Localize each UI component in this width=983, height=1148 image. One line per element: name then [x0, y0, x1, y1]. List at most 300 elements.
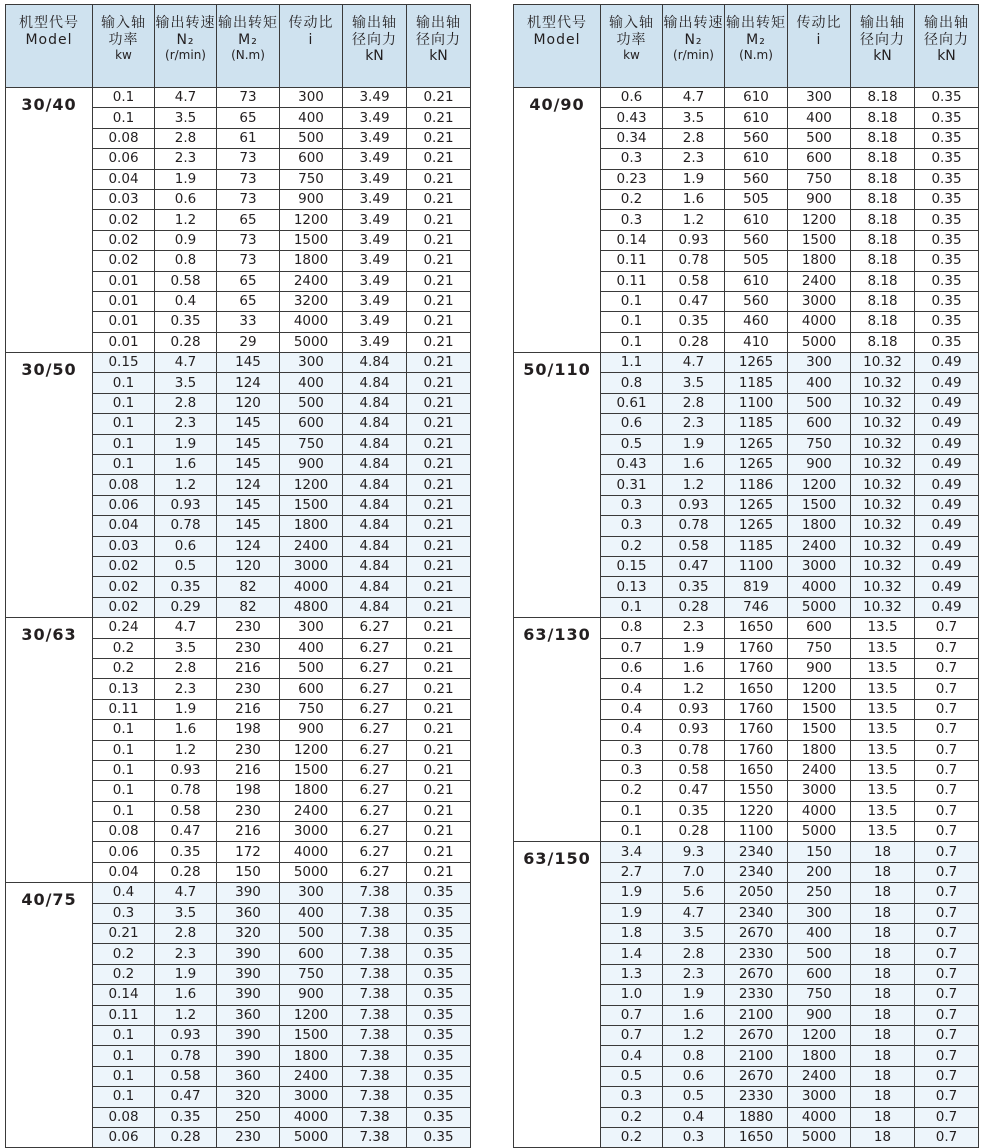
cell-output-radial-force-a: 10.32 [851, 393, 915, 413]
cell-output-radial-force-b: 0.21 [407, 393, 471, 413]
cell-output-speed: 3.5 [155, 903, 217, 923]
cell-output-torque: 1100 [725, 822, 788, 842]
cell-output-speed: 0.93 [663, 230, 725, 250]
cell-ratio: 1200 [280, 210, 343, 230]
header-row [514, 5, 979, 88]
cell-output-torque: 610 [725, 271, 788, 291]
cell-output-radial-force-a: 10.32 [851, 597, 915, 617]
cell-output-radial-force-b: 0.35 [407, 944, 471, 964]
header-output-radial-force-a [851, 5, 915, 88]
cell-output-radial-force-b: 0.7 [915, 699, 979, 719]
cell-input-power: 0.43 [601, 108, 663, 128]
cell-ratio: 2400 [788, 271, 851, 291]
cell-input-power: 0.14 [93, 985, 155, 1005]
cell-input-power: 0.2 [601, 1107, 663, 1127]
cell-output-radial-force-b: 0.49 [915, 373, 979, 393]
cell-output-torque: 610 [725, 210, 788, 230]
cell-output-torque: 33 [217, 312, 280, 332]
cell-ratio: 4000 [788, 312, 851, 332]
cell-input-power: 0.04 [93, 516, 155, 536]
header-output-radial-force-a-line2: 径向力 [352, 32, 397, 48]
model-group [6, 618, 471, 883]
cell-input-power: 0.61 [601, 393, 663, 413]
cell-output-speed: 9.3 [663, 842, 725, 862]
cell-output-speed: 1.6 [663, 658, 725, 678]
cell-output-speed: 0.35 [155, 577, 217, 597]
cell-output-radial-force-b: 0.35 [915, 332, 979, 352]
cell-output-speed: 1.6 [155, 455, 217, 475]
cell-output-speed: 0.28 [155, 862, 217, 882]
cell-output-radial-force-b: 0.7 [915, 903, 979, 923]
cell-input-power: 0.02 [93, 597, 155, 617]
cell-output-torque: 1265 [725, 455, 788, 475]
cell-output-radial-force-b: 0.21 [407, 822, 471, 842]
cell-output-torque: 360 [217, 1005, 280, 1025]
cell-output-torque: 216 [217, 699, 280, 719]
cell-output-torque: 82 [217, 597, 280, 617]
cell-output-speed: 0.78 [155, 781, 217, 801]
cell-output-torque: 560 [725, 230, 788, 250]
cell-input-power: 0.31 [601, 475, 663, 495]
cell-ratio: 250 [788, 883, 851, 903]
cell-output-radial-force-a: 3.49 [343, 189, 407, 209]
cell-output-speed: 1.2 [155, 210, 217, 230]
cell-ratio: 3000 [788, 556, 851, 576]
cell-input-power: 1.8 [601, 924, 663, 944]
header-output-torque-line3: (N.m) [231, 48, 265, 62]
cell-input-power: 0.1 [93, 455, 155, 475]
cell-output-speed: 3.5 [663, 108, 725, 128]
cell-output-torque: 1185 [725, 373, 788, 393]
cell-output-radial-force-b: 0.35 [407, 1107, 471, 1127]
cell-output-radial-force-a: 6.27 [343, 679, 407, 699]
cell-output-radial-force-a: 6.27 [343, 801, 407, 821]
cell-ratio: 600 [280, 414, 343, 434]
model-code-cell: 40/90 [514, 88, 601, 353]
cell-output-speed: 0.93 [155, 495, 217, 515]
cell-output-radial-force-a: 10.32 [851, 373, 915, 393]
cell-output-torque: 560 [725, 128, 788, 148]
cell-output-radial-force-a: 8.18 [851, 169, 915, 189]
cell-input-power: 0.02 [93, 230, 155, 250]
cell-output-speed: 2.3 [155, 149, 217, 169]
cell-output-radial-force-a: 8.18 [851, 210, 915, 230]
cell-output-speed: 0.93 [155, 760, 217, 780]
cell-ratio: 2400 [788, 1066, 851, 1086]
header-output-radial-force-b [407, 5, 471, 88]
cell-output-radial-force-b: 0.7 [915, 822, 979, 842]
cell-output-radial-force-b: 0.49 [915, 516, 979, 536]
header-model-line2: Model [533, 32, 581, 48]
cell-input-power: 0.13 [93, 679, 155, 699]
cell-ratio: 4000 [280, 842, 343, 862]
cell-input-power: 0.06 [93, 1127, 155, 1147]
cell-input-power: 0.8 [601, 618, 663, 638]
header-output-torque-line1: 输出转矩 [726, 15, 786, 31]
cell-output-speed: 0.93 [663, 495, 725, 515]
cell-ratio: 1200 [788, 1025, 851, 1045]
cell-ratio: 5000 [788, 1127, 851, 1147]
cell-output-radial-force-b: 0.21 [407, 536, 471, 556]
cell-output-torque: 610 [725, 88, 788, 108]
cell-input-power: 0.3 [601, 1087, 663, 1107]
cell-input-power: 0.1 [93, 88, 155, 108]
cell-output-radial-force-b: 0.35 [915, 88, 979, 108]
cell-output-radial-force-b: 0.21 [407, 373, 471, 393]
cell-ratio: 2400 [280, 1066, 343, 1086]
cell-output-torque: 2670 [725, 1025, 788, 1045]
cell-input-power: 0.3 [601, 740, 663, 760]
cell-output-radial-force-a: 7.38 [343, 1087, 407, 1107]
cell-input-power: 0.1 [601, 597, 663, 617]
cell-output-speed: 1.6 [663, 1005, 725, 1025]
cell-input-power: 0.5 [601, 1066, 663, 1086]
cell-output-speed: 2.8 [155, 128, 217, 148]
cell-input-power: 1.0 [601, 985, 663, 1005]
cell-output-speed: 3.5 [155, 638, 217, 658]
cell-output-radial-force-b: 0.35 [407, 1046, 471, 1066]
cell-output-speed: 4.7 [155, 618, 217, 638]
cell-output-radial-force-b: 0.21 [407, 149, 471, 169]
cell-output-radial-force-a: 3.49 [343, 88, 407, 108]
cell-output-radial-force-a: 6.27 [343, 699, 407, 719]
cell-output-radial-force-b: 0.7 [915, 618, 979, 638]
header-output-radial-force-a-line3: kN [365, 48, 384, 64]
cell-ratio: 600 [280, 944, 343, 964]
cell-input-power: 0.01 [93, 271, 155, 291]
cell-ratio: 900 [280, 455, 343, 475]
cell-output-radial-force-b: 0.35 [407, 1087, 471, 1107]
cell-input-power: 0.6 [601, 658, 663, 678]
cell-input-power: 0.34 [601, 128, 663, 148]
cell-output-speed: 0.47 [663, 556, 725, 576]
cell-output-torque: 230 [217, 618, 280, 638]
cell-input-power: 0.13 [601, 577, 663, 597]
cell-output-radial-force-b: 0.7 [915, 801, 979, 821]
cell-ratio: 1800 [788, 516, 851, 536]
cell-input-power: 0.06 [93, 842, 155, 862]
cell-output-radial-force-a: 10.32 [851, 495, 915, 515]
cell-output-torque: 73 [217, 88, 280, 108]
cell-output-speed: 4.7 [663, 88, 725, 108]
cell-input-power: 0.1 [93, 801, 155, 821]
cell-output-radial-force-b: 0.49 [915, 434, 979, 454]
cell-input-power: 0.1 [601, 312, 663, 332]
cell-input-power: 0.06 [93, 149, 155, 169]
cell-output-radial-force-b: 0.7 [915, 658, 979, 678]
cell-output-torque: 1265 [725, 434, 788, 454]
cell-output-torque: 2100 [725, 1046, 788, 1066]
header-output-speed-line1: 输出转速 [155, 15, 216, 31]
cell-ratio: 750 [788, 434, 851, 454]
cell-output-torque: 124 [217, 373, 280, 393]
cell-output-speed: 2.3 [155, 944, 217, 964]
cell-output-speed: 2.8 [155, 658, 217, 678]
cell-output-radial-force-b: 0.21 [407, 455, 471, 475]
cell-output-radial-force-b: 0.7 [915, 638, 979, 658]
cell-output-torque: 65 [217, 210, 280, 230]
cell-output-radial-force-a: 7.38 [343, 1046, 407, 1066]
header-output-speed-line3: (r/min) [673, 48, 714, 62]
table-row [514, 353, 979, 373]
cell-output-torque: 216 [217, 760, 280, 780]
cell-output-radial-force-a: 4.84 [343, 434, 407, 454]
cell-ratio: 3200 [280, 291, 343, 311]
cell-output-speed: 0.28 [155, 1127, 217, 1147]
cell-ratio: 4000 [280, 312, 343, 332]
cell-output-speed: 0.5 [663, 1087, 725, 1107]
cell-output-radial-force-b: 0.49 [915, 577, 979, 597]
cell-output-speed: 0.9 [155, 230, 217, 250]
cell-output-torque: 1650 [725, 618, 788, 638]
cell-output-speed: 0.58 [663, 271, 725, 291]
cell-output-torque: 1186 [725, 475, 788, 495]
cell-output-radial-force-a: 4.84 [343, 455, 407, 475]
cell-ratio: 400 [280, 373, 343, 393]
cell-output-radial-force-b: 0.35 [915, 210, 979, 230]
cell-output-speed: 0.78 [155, 1046, 217, 1066]
cell-output-speed: 1.9 [663, 169, 725, 189]
cell-output-speed: 0.28 [663, 332, 725, 352]
cell-output-radial-force-b: 0.49 [915, 556, 979, 576]
cell-ratio: 1200 [788, 679, 851, 699]
header-input-power-line3: kw [115, 48, 132, 62]
cell-ratio: 2400 [280, 536, 343, 556]
cell-output-speed: 2.8 [155, 393, 217, 413]
cell-output-radial-force-a: 6.27 [343, 842, 407, 862]
header-output-speed [663, 5, 725, 88]
cell-output-radial-force-a: 3.49 [343, 332, 407, 352]
cell-input-power: 0.1 [93, 740, 155, 760]
cell-output-speed: 2.8 [663, 944, 725, 964]
cell-output-radial-force-b: 0.21 [407, 128, 471, 148]
header-output-torque-line2: M₂ [238, 32, 258, 48]
cell-ratio: 1200 [280, 475, 343, 495]
cell-input-power: 0.1 [93, 414, 155, 434]
cell-input-power: 0.6 [601, 88, 663, 108]
cell-ratio: 1500 [280, 495, 343, 515]
cell-output-radial-force-a: 10.32 [851, 536, 915, 556]
cell-output-speed: 0.58 [155, 1066, 217, 1086]
cell-output-radial-force-a: 18 [851, 883, 915, 903]
cell-input-power: 0.1 [93, 1066, 155, 1086]
cell-output-radial-force-a: 6.27 [343, 638, 407, 658]
cell-output-radial-force-a: 3.49 [343, 210, 407, 230]
cell-input-power: 0.1 [93, 720, 155, 740]
model-group [514, 618, 979, 842]
cell-input-power: 0.3 [601, 516, 663, 536]
cell-input-power: 0.1 [93, 393, 155, 413]
cell-output-torque: 1760 [725, 740, 788, 760]
cell-output-torque: 320 [217, 1087, 280, 1107]
cell-output-radial-force-a: 10.32 [851, 353, 915, 373]
cell-output-radial-force-a: 18 [851, 862, 915, 882]
cell-output-torque: 1650 [725, 679, 788, 699]
cell-ratio: 500 [788, 944, 851, 964]
cell-output-radial-force-a: 8.18 [851, 189, 915, 209]
cell-output-radial-force-b: 0.7 [915, 1046, 979, 1066]
cell-ratio: 4000 [280, 577, 343, 597]
cell-output-speed: 2.3 [663, 149, 725, 169]
cell-ratio: 1200 [280, 740, 343, 760]
cell-output-radial-force-a: 4.84 [343, 516, 407, 536]
cell-output-torque: 1760 [725, 699, 788, 719]
cell-output-torque: 505 [725, 189, 788, 209]
header-input-power-line1: 输入轴 [609, 15, 654, 31]
cell-ratio: 900 [280, 189, 343, 209]
cell-input-power: 0.7 [601, 638, 663, 658]
model-code-cell: 50/110 [514, 353, 601, 618]
cell-output-torque: 1650 [725, 760, 788, 780]
cell-output-radial-force-b: 0.35 [407, 964, 471, 984]
cell-output-speed: 4.7 [663, 903, 725, 923]
cell-output-radial-force-b: 0.21 [407, 516, 471, 536]
cell-ratio: 400 [788, 373, 851, 393]
cell-output-torque: 390 [217, 944, 280, 964]
cell-ratio: 1500 [788, 495, 851, 515]
cell-output-speed: 4.7 [155, 88, 217, 108]
cell-output-torque: 1760 [725, 658, 788, 678]
cell-input-power: 0.8 [601, 373, 663, 393]
cell-output-radial-force-b: 0.7 [915, 985, 979, 1005]
table-row [6, 618, 471, 638]
cell-input-power: 0.6 [601, 414, 663, 434]
cell-ratio: 600 [788, 414, 851, 434]
cell-output-radial-force-b: 0.35 [407, 883, 471, 903]
cell-output-torque: 145 [217, 495, 280, 515]
cell-output-speed: 0.35 [155, 842, 217, 862]
cell-ratio: 600 [788, 618, 851, 638]
header-input-power-line2: 功率 [616, 32, 647, 48]
cell-output-radial-force-a: 7.38 [343, 1066, 407, 1086]
cell-output-radial-force-b: 0.21 [407, 760, 471, 780]
cell-ratio: 400 [788, 924, 851, 944]
cell-output-speed: 3.5 [663, 373, 725, 393]
header-ratio [280, 5, 343, 88]
header-output-speed-line1: 输出转速 [663, 15, 724, 31]
cell-input-power: 0.7 [601, 1005, 663, 1025]
cell-output-radial-force-b: 0.21 [407, 414, 471, 434]
cell-output-torque: 145 [217, 434, 280, 454]
cell-ratio: 150 [788, 842, 851, 862]
cell-output-torque: 65 [217, 291, 280, 311]
cell-input-power: 0.15 [93, 353, 155, 373]
cell-output-torque: 2050 [725, 883, 788, 903]
header-model [6, 5, 93, 88]
cell-input-power: 0.02 [93, 210, 155, 230]
cell-output-radial-force-a: 4.84 [343, 536, 407, 556]
cell-output-radial-force-b: 0.35 [407, 1005, 471, 1025]
cell-input-power: 0.06 [93, 495, 155, 515]
table-row [6, 353, 471, 373]
cell-ratio: 2400 [788, 760, 851, 780]
cell-output-radial-force-a: 18 [851, 1107, 915, 1127]
cell-ratio: 600 [788, 149, 851, 169]
cell-output-radial-force-a: 7.38 [343, 883, 407, 903]
header-ratio-line2: i [308, 32, 314, 48]
cell-output-torque: 230 [217, 740, 280, 760]
cell-ratio: 500 [788, 393, 851, 413]
cell-output-speed: 0.78 [663, 516, 725, 536]
header-output-speed [155, 5, 217, 88]
cell-output-torque: 2670 [725, 924, 788, 944]
cell-output-speed: 0.3 [663, 1127, 725, 1147]
cell-output-radial-force-a: 10.32 [851, 455, 915, 475]
cell-output-radial-force-a: 6.27 [343, 781, 407, 801]
cell-output-speed: 0.78 [663, 251, 725, 271]
header-output-radial-force-b-line1: 输出轴 [924, 15, 969, 31]
cell-output-torque: 1185 [725, 414, 788, 434]
cell-output-speed: 0.93 [663, 720, 725, 740]
cell-ratio: 500 [280, 924, 343, 944]
cell-output-torque: 120 [217, 393, 280, 413]
cell-output-speed: 2.3 [155, 679, 217, 699]
header-output-radial-force-a [343, 5, 407, 88]
table-row [514, 842, 979, 862]
cell-ratio: 500 [788, 128, 851, 148]
cell-output-speed: 1.9 [663, 638, 725, 658]
cell-input-power: 0.3 [601, 149, 663, 169]
cell-output-radial-force-a: 10.32 [851, 434, 915, 454]
cell-output-radial-force-a: 10.32 [851, 556, 915, 576]
cell-output-radial-force-a: 4.84 [343, 353, 407, 373]
cell-output-speed: 0.78 [663, 740, 725, 760]
cell-input-power: 0.1 [601, 332, 663, 352]
cell-input-power: 0.2 [93, 638, 155, 658]
header-output-radial-force-a-line1: 输出轴 [352, 15, 397, 31]
cell-ratio: 3000 [788, 1087, 851, 1107]
cell-output-speed: 1.9 [155, 434, 217, 454]
cell-output-speed: 0.93 [155, 1025, 217, 1045]
cell-output-torque: 410 [725, 332, 788, 352]
cell-output-radial-force-b: 0.21 [407, 842, 471, 862]
cell-ratio: 5000 [788, 332, 851, 352]
cell-input-power: 0.4 [601, 699, 663, 719]
cell-ratio: 3000 [280, 556, 343, 576]
cell-output-torque: 230 [217, 638, 280, 658]
cell-output-radial-force-a: 6.27 [343, 618, 407, 638]
cell-ratio: 5000 [788, 822, 851, 842]
cell-output-radial-force-b: 0.35 [407, 1066, 471, 1086]
model-code-cell: 30/63 [6, 618, 93, 883]
cell-output-radial-force-b: 0.21 [407, 781, 471, 801]
header-output-radial-force-b-line2: 径向力 [924, 32, 969, 48]
cell-output-torque: 145 [217, 414, 280, 434]
cell-output-radial-force-b: 0.35 [915, 149, 979, 169]
header-model-line1: 机型代号 [527, 15, 587, 31]
cell-output-torque: 1760 [725, 720, 788, 740]
cell-input-power: 0.3 [601, 210, 663, 230]
cell-ratio: 900 [788, 658, 851, 678]
cell-output-torque: 145 [217, 516, 280, 536]
cell-input-power: 0.1 [93, 373, 155, 393]
cell-output-radial-force-b: 0.21 [407, 291, 471, 311]
cell-output-torque: 819 [725, 577, 788, 597]
header-ratio-line1: 传动比 [288, 15, 334, 31]
cell-ratio: 200 [788, 862, 851, 882]
cell-output-radial-force-a: 3.49 [343, 149, 407, 169]
cell-output-speed: 0.28 [663, 597, 725, 617]
header-output-radial-force-a-line2: 径向力 [860, 32, 905, 48]
cell-output-radial-force-a: 3.49 [343, 251, 407, 271]
cell-ratio: 2400 [788, 536, 851, 556]
spec-table-right [513, 4, 979, 1148]
cell-output-radial-force-a: 10.32 [851, 414, 915, 434]
cell-input-power: 0.7 [601, 1025, 663, 1045]
cell-input-power: 0.4 [601, 720, 663, 740]
cell-input-power: 0.1 [601, 801, 663, 821]
cell-output-radial-force-a: 6.27 [343, 720, 407, 740]
